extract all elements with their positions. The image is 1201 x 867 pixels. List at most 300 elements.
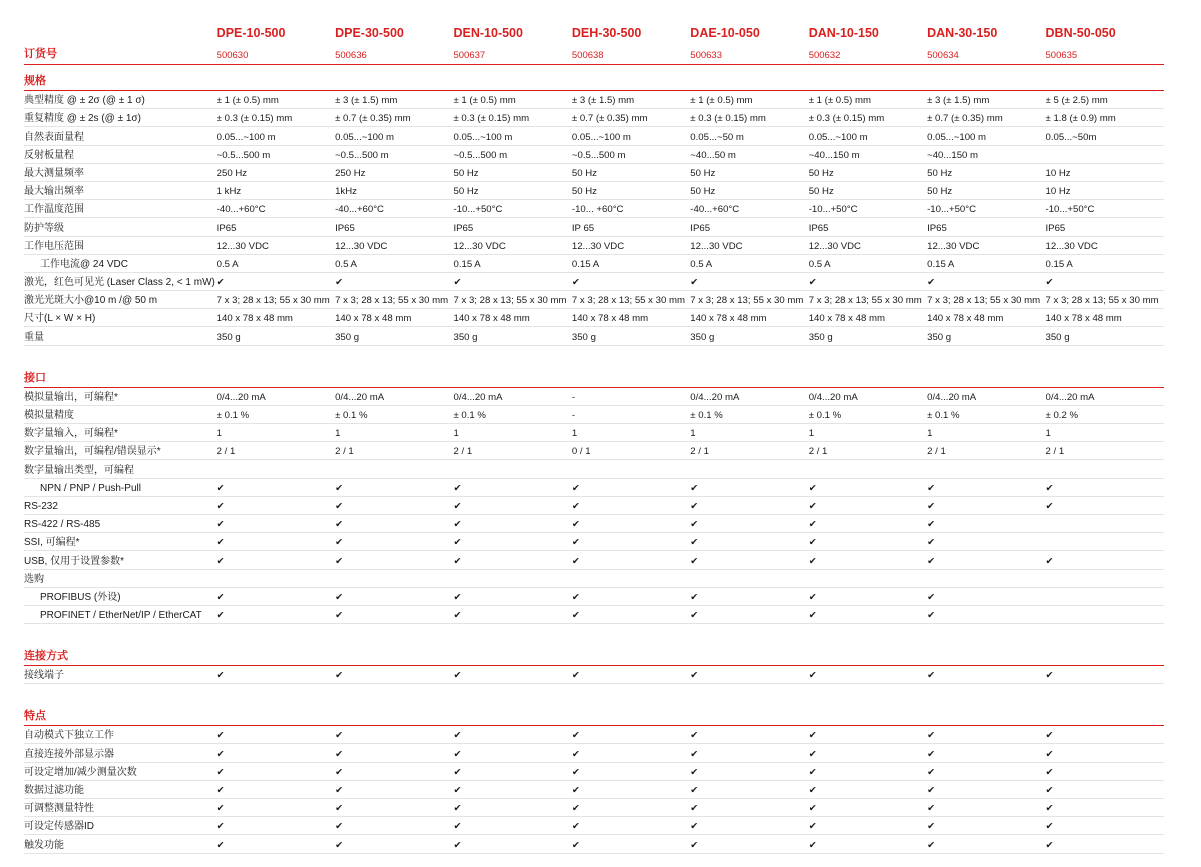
row-value: ± 1.8 (± 0.9) mm xyxy=(1046,109,1164,127)
row-value: 1 xyxy=(690,424,808,442)
check-mark-cell: ✔ xyxy=(1046,835,1164,853)
row-value: 7 x 3; 28 x 13; 55 x 30 mm xyxy=(1046,291,1164,309)
check-mark-cell: ✔ xyxy=(572,272,690,290)
table-row xyxy=(24,91,1164,109)
check-mark-cell: ✔ xyxy=(572,780,690,798)
column-header-model: DAE-10-050 xyxy=(690,26,760,40)
row-label: 自然表面量程 xyxy=(24,127,217,145)
row-value xyxy=(809,460,927,478)
section-spacer-cell xyxy=(927,65,1045,91)
row-value: ~0.5...500 m xyxy=(453,145,571,163)
check-mark-cell: ✔ xyxy=(453,799,571,817)
check-mark-cell: ✔ xyxy=(335,478,453,496)
check-mark-cell: ✔ xyxy=(690,605,808,623)
table-row xyxy=(24,127,1164,145)
row-value: 140 x 78 x 48 mm xyxy=(690,309,808,327)
check-mark-cell: ✔ xyxy=(453,780,571,798)
order-number-value: 500637 xyxy=(453,44,571,65)
check-mark-cell: ✔ xyxy=(217,799,335,817)
check-mark-cell: ✔ xyxy=(809,744,927,762)
check-mark-cell: ✔ xyxy=(572,551,690,569)
row-value: 1kHz xyxy=(335,181,453,199)
row-value: IP65 xyxy=(335,218,453,236)
row-value: ± 0.2 % xyxy=(1046,405,1164,423)
check-mark-cell: ✔ xyxy=(572,726,690,744)
order-number-label: 订货号 xyxy=(24,44,217,65)
row-label: 激光光斑大小@10 m /@ 50 m xyxy=(24,291,217,309)
check-mark-cell: ✔ xyxy=(690,726,808,744)
table-row xyxy=(24,460,1164,478)
row-value: - xyxy=(572,405,690,423)
check-mark-cell: ✔ xyxy=(690,496,808,514)
row-value xyxy=(1046,569,1164,587)
row-value: -10...+50°C xyxy=(1046,200,1164,218)
row-value: -10... +60°C xyxy=(572,200,690,218)
check-mark-cell: ✔ xyxy=(809,496,927,514)
table-row xyxy=(24,309,1164,327)
row-value: 50 Hz xyxy=(809,181,927,199)
check-mark-cell: ✔ xyxy=(927,496,1045,514)
column-header-model: DAN-10-150 xyxy=(808,26,879,40)
column-header-model: DPE-30-500 xyxy=(335,26,404,40)
row-label: PROFINET / EtherNet/IP / EtherCAT xyxy=(24,605,217,623)
column-header-model: DAN-30-150 xyxy=(927,26,998,40)
section-spacer-cell xyxy=(217,684,335,726)
row-value xyxy=(1046,587,1164,605)
check-mark-cell: ✔ xyxy=(927,533,1045,551)
order-number-value: 500630 xyxy=(217,44,335,65)
row-label: RS-232 xyxy=(24,496,217,514)
row-value xyxy=(572,460,690,478)
row-value: -40...+60°C xyxy=(217,200,335,218)
check-mark-cell: ✔ xyxy=(927,780,1045,798)
check-mark-cell: ✔ xyxy=(217,514,335,532)
check-mark-cell: ✔ xyxy=(690,533,808,551)
check-mark-cell: ✔ xyxy=(453,272,571,290)
row-value xyxy=(809,569,927,587)
row-label: SSI, 可编程* xyxy=(24,533,217,551)
row-value: ± 0.1 % xyxy=(217,405,335,423)
row-value: 350 g xyxy=(335,327,453,345)
check-mark-cell: ✔ xyxy=(1046,817,1164,835)
check-mark-cell: ✔ xyxy=(217,744,335,762)
check-mark-cell: ✔ xyxy=(453,762,571,780)
check-mark-cell: ✔ xyxy=(1046,272,1164,290)
table-row xyxy=(24,496,1164,514)
section-spacer-cell xyxy=(690,624,808,666)
table-body xyxy=(24,18,1164,853)
check-mark-cell: ✔ xyxy=(1046,762,1164,780)
check-mark-cell: ✔ xyxy=(453,744,571,762)
row-label: 可设定传感器ID xyxy=(24,817,217,835)
section-spacer-cell xyxy=(572,684,690,726)
check-mark-cell: ✔ xyxy=(809,835,927,853)
table-row xyxy=(24,236,1164,254)
table-row xyxy=(24,799,1164,817)
row-label: 自动模式下独立工作 xyxy=(24,726,217,744)
row-value: ± 0.1 % xyxy=(927,405,1045,423)
row-value: 2 / 1 xyxy=(1046,442,1164,460)
order-number-row xyxy=(24,44,1164,65)
table-row xyxy=(24,587,1164,605)
check-mark-cell: ✔ xyxy=(809,551,927,569)
check-mark-cell: ✔ xyxy=(335,817,453,835)
row-value: 12...30 VDC xyxy=(335,236,453,254)
check-mark-cell: ✔ xyxy=(335,272,453,290)
row-value: 0.05...~50 m xyxy=(690,127,808,145)
row-value: 0.5 A xyxy=(809,254,927,272)
check-mark-cell: ✔ xyxy=(572,496,690,514)
table-row xyxy=(24,514,1164,532)
row-value: 12...30 VDC xyxy=(809,236,927,254)
section-spacer-cell xyxy=(217,624,335,666)
row-value xyxy=(1046,145,1164,163)
order-number-value: 500638 xyxy=(572,44,690,65)
section-spacer-cell xyxy=(217,345,335,387)
section-spacer-cell xyxy=(572,65,690,91)
row-value: IP65 xyxy=(453,218,571,236)
row-value: 350 g xyxy=(572,327,690,345)
table-row xyxy=(24,533,1164,551)
table-row xyxy=(24,780,1164,798)
row-value: ± 0.1 % xyxy=(690,405,808,423)
check-mark-cell: ✔ xyxy=(572,799,690,817)
table-row xyxy=(24,387,1164,405)
row-value: 0/4...20 mA xyxy=(217,387,335,405)
row-value: ~0.5...500 m xyxy=(217,145,335,163)
table-row xyxy=(24,835,1164,853)
check-mark-cell: ✔ xyxy=(927,478,1045,496)
table-row xyxy=(24,442,1164,460)
table-row xyxy=(24,145,1164,163)
check-mark-cell: ✔ xyxy=(572,762,690,780)
section-spacer-cell xyxy=(927,624,1045,666)
row-value: 0.15 A xyxy=(453,254,571,272)
check-mark-cell: ✔ xyxy=(1046,799,1164,817)
row-value xyxy=(453,569,571,587)
check-mark-cell: ✔ xyxy=(453,587,571,605)
table-row xyxy=(24,405,1164,423)
row-value: 50 Hz xyxy=(809,163,927,181)
row-value: ± 5 (± 2.5) mm xyxy=(1046,91,1164,109)
check-mark-cell: ✔ xyxy=(453,496,571,514)
order-number-value: 500634 xyxy=(927,44,1045,65)
section-title: 接口 xyxy=(24,345,217,387)
column-header-model: DPE-10-500 xyxy=(216,26,286,40)
row-value: 50 Hz xyxy=(927,163,1045,181)
row-value: 2 / 1 xyxy=(453,442,571,460)
check-mark-cell: ✔ xyxy=(809,478,927,496)
row-value xyxy=(1046,533,1164,551)
check-mark-cell: ✔ xyxy=(690,272,808,290)
row-value: 2 / 1 xyxy=(809,442,927,460)
check-mark-cell: ✔ xyxy=(809,780,927,798)
row-value: 0.5 A xyxy=(690,254,808,272)
order-number-value: 500633 xyxy=(690,44,808,65)
row-label: 工作温度范围 xyxy=(24,200,217,218)
check-mark-cell: ✔ xyxy=(572,744,690,762)
check-mark-cell: ✔ xyxy=(809,533,927,551)
check-mark-cell: ✔ xyxy=(572,478,690,496)
row-value: 10 Hz xyxy=(1046,181,1164,199)
check-mark-cell: ✔ xyxy=(453,551,571,569)
section-spacer-cell xyxy=(335,345,453,387)
section-header-row xyxy=(24,684,1164,726)
table-row xyxy=(24,744,1164,762)
check-mark-cell: ✔ xyxy=(690,478,808,496)
row-value xyxy=(690,569,808,587)
check-mark-cell: ✔ xyxy=(1046,496,1164,514)
row-value: 140 x 78 x 48 mm xyxy=(572,309,690,327)
row-label: 模拟量输出，可编程* xyxy=(24,387,217,405)
row-value: 1 xyxy=(453,424,571,442)
row-value xyxy=(217,569,335,587)
row-value: ± 0.1 % xyxy=(453,405,571,423)
row-value: ± 3 (± 1.5) mm xyxy=(335,91,453,109)
table-row xyxy=(24,327,1164,345)
check-mark-cell: ✔ xyxy=(217,496,335,514)
row-value: 50 Hz xyxy=(453,181,571,199)
section-header-row xyxy=(24,624,1164,666)
check-mark-cell: ✔ xyxy=(809,726,927,744)
row-value: 12...30 VDC xyxy=(927,236,1045,254)
row-value: ± 0.3 (± 0.15) mm xyxy=(690,109,808,127)
row-label: NPN / PNP / Push-Pull xyxy=(24,478,217,496)
table-row xyxy=(24,569,1164,587)
row-value: 0/4...20 mA xyxy=(1046,387,1164,405)
check-mark-cell: ✔ xyxy=(690,799,808,817)
row-value xyxy=(335,460,453,478)
check-mark-cell: ✔ xyxy=(927,762,1045,780)
check-mark-cell: ✔ xyxy=(217,817,335,835)
check-mark-cell: ✔ xyxy=(1046,726,1164,744)
row-value: 50 Hz xyxy=(927,181,1045,199)
row-value xyxy=(1046,460,1164,478)
check-mark-cell: ✔ xyxy=(572,587,690,605)
row-value: 350 g xyxy=(927,327,1045,345)
section-spacer-cell xyxy=(1046,65,1164,91)
row-label: 直接连接外部显示器 xyxy=(24,744,217,762)
check-mark-cell: ✔ xyxy=(1046,478,1164,496)
row-value: ± 3 (± 1.5) mm xyxy=(572,91,690,109)
check-mark-cell: ✔ xyxy=(335,762,453,780)
check-mark-cell: ✔ xyxy=(335,587,453,605)
row-label: 典型精度 @ ± 2σ (@ ± 1 σ) xyxy=(24,91,217,109)
row-label: 数据过滤功能 xyxy=(24,780,217,798)
row-value: 12...30 VDC xyxy=(572,236,690,254)
check-mark-cell: ✔ xyxy=(335,533,453,551)
row-value: 1 kHz xyxy=(217,181,335,199)
row-value: ± 0.1 % xyxy=(809,405,927,423)
row-value: ± 0.3 (± 0.15) mm xyxy=(453,109,571,127)
section-spacer-cell xyxy=(809,65,927,91)
check-mark-cell: ✔ xyxy=(927,744,1045,762)
row-value: 0.15 A xyxy=(572,254,690,272)
row-label: 尺寸(L × W × H) xyxy=(24,309,217,327)
check-mark-cell: ✔ xyxy=(335,666,453,684)
check-mark-cell: ✔ xyxy=(217,605,335,623)
row-value: 0/4...20 mA xyxy=(690,387,808,405)
check-mark-cell: ✔ xyxy=(690,514,808,532)
row-value: IP 65 xyxy=(572,218,690,236)
row-value: 7 x 3; 28 x 13; 55 x 30 mm xyxy=(453,291,571,309)
row-value: 1 xyxy=(335,424,453,442)
specification-table xyxy=(24,18,1164,854)
row-value: 50 Hz xyxy=(572,181,690,199)
check-mark-cell: ✔ xyxy=(690,744,808,762)
check-mark-cell: ✔ xyxy=(690,666,808,684)
check-mark-cell: ✔ xyxy=(217,666,335,684)
row-value: -10...+50°C xyxy=(927,200,1045,218)
row-value: ± 1 (± 0.5) mm xyxy=(453,91,571,109)
check-mark-cell: ✔ xyxy=(572,835,690,853)
row-value: ~40...150 m xyxy=(927,145,1045,163)
section-spacer-cell xyxy=(1046,684,1164,726)
check-mark-cell: ✔ xyxy=(217,551,335,569)
row-value: 0.15 A xyxy=(927,254,1045,272)
row-value: 12...30 VDC xyxy=(217,236,335,254)
row-value: 0/4...20 mA xyxy=(809,387,927,405)
row-label: RS-422 / RS-485 xyxy=(24,514,217,532)
table-row xyxy=(24,163,1164,181)
row-value: ± 3 (± 1.5) mm xyxy=(927,91,1045,109)
row-value xyxy=(572,569,690,587)
section-spacer-cell xyxy=(572,345,690,387)
row-value: 0.15 A xyxy=(1046,254,1164,272)
check-mark-cell: ✔ xyxy=(572,817,690,835)
row-value: 1 xyxy=(1046,424,1164,442)
row-value: ~40...50 m xyxy=(690,145,808,163)
check-mark-cell: ✔ xyxy=(927,817,1045,835)
check-mark-cell: ✔ xyxy=(690,762,808,780)
row-value: 0.05...~100 m xyxy=(335,127,453,145)
section-title: 连接方式 xyxy=(24,624,217,666)
row-value: 0.5 A xyxy=(217,254,335,272)
check-mark-cell: ✔ xyxy=(1046,744,1164,762)
row-value xyxy=(927,460,1045,478)
row-value: 140 x 78 x 48 mm xyxy=(809,309,927,327)
row-value: 250 Hz xyxy=(217,163,335,181)
row-value: 10 Hz xyxy=(1046,163,1164,181)
row-value: 0/4...20 mA xyxy=(927,387,1045,405)
check-mark-cell: ✔ xyxy=(335,799,453,817)
row-value: ± 0.7 (± 0.35) mm xyxy=(927,109,1045,127)
row-value: 1 xyxy=(809,424,927,442)
row-label: 重量 xyxy=(24,327,217,345)
row-value: 7 x 3; 28 x 13; 55 x 30 mm xyxy=(927,291,1045,309)
row-label: 可调整测量特性 xyxy=(24,799,217,817)
row-value: IP65 xyxy=(927,218,1045,236)
section-spacer-cell xyxy=(690,684,808,726)
section-spacer-cell xyxy=(809,684,927,726)
check-mark-cell: ✔ xyxy=(690,817,808,835)
check-mark-cell: ✔ xyxy=(217,726,335,744)
table-row xyxy=(24,666,1164,684)
section-spacer-cell xyxy=(335,624,453,666)
check-mark-cell: ✔ xyxy=(453,817,571,835)
section-spacer-cell xyxy=(690,345,808,387)
row-value: 140 x 78 x 48 mm xyxy=(453,309,571,327)
check-mark-cell: ✔ xyxy=(1046,666,1164,684)
table-row xyxy=(24,218,1164,236)
check-mark-cell: ✔ xyxy=(927,666,1045,684)
order-number-value: 500635 xyxy=(1046,44,1164,65)
check-mark-cell: ✔ xyxy=(453,666,571,684)
row-label: 防护等级 xyxy=(24,218,217,236)
check-mark-cell: ✔ xyxy=(453,726,571,744)
row-value: IP65 xyxy=(690,218,808,236)
row-label: 激光，红色可见光 (Laser Class 2, < 1 mW) xyxy=(24,272,217,290)
table-row xyxy=(24,272,1164,290)
row-label: 接线端子 xyxy=(24,666,217,684)
check-mark-cell: ✔ xyxy=(927,272,1045,290)
row-label: 数字量输出，可编程/错误显示* xyxy=(24,442,217,460)
check-mark-cell: ✔ xyxy=(217,780,335,798)
row-value: 350 g xyxy=(453,327,571,345)
row-value: 50 Hz xyxy=(690,163,808,181)
check-mark-cell: ✔ xyxy=(927,605,1045,623)
row-label: PROFIBUS (外设) xyxy=(24,587,217,605)
check-mark-cell: ✔ xyxy=(453,835,571,853)
row-value: ± 0.7 (± 0.35) mm xyxy=(335,109,453,127)
check-mark-cell: ✔ xyxy=(927,799,1045,817)
section-spacer-cell xyxy=(1046,345,1164,387)
check-mark-cell: ✔ xyxy=(335,835,453,853)
row-value: 140 x 78 x 48 mm xyxy=(217,309,335,327)
row-label: 反射板量程 xyxy=(24,145,217,163)
row-value: IP65 xyxy=(809,218,927,236)
row-value: ± 0.7 (± 0.35) mm xyxy=(572,109,690,127)
row-value: 50 Hz xyxy=(453,163,571,181)
row-value: 7 x 3; 28 x 13; 55 x 30 mm xyxy=(690,291,808,309)
header-corner-cell xyxy=(24,18,217,44)
row-value: 350 g xyxy=(1046,327,1164,345)
row-value: 7 x 3; 28 x 13; 55 x 30 mm xyxy=(335,291,453,309)
row-value: -40...+60°C xyxy=(690,200,808,218)
check-mark-cell: ✔ xyxy=(690,835,808,853)
row-value xyxy=(1046,514,1164,532)
check-mark-cell: ✔ xyxy=(335,726,453,744)
row-label: 最大测量频率 xyxy=(24,163,217,181)
table-row xyxy=(24,551,1164,569)
row-value: IP65 xyxy=(217,218,335,236)
row-value: 1 xyxy=(572,424,690,442)
row-value: 2 / 1 xyxy=(927,442,1045,460)
row-value: IP65 xyxy=(1046,218,1164,236)
row-label: 数字量输入，可编程* xyxy=(24,424,217,442)
check-mark-cell: ✔ xyxy=(809,762,927,780)
row-value: 0.5 A xyxy=(335,254,453,272)
section-spacer-cell xyxy=(217,65,335,91)
check-mark-cell: ✔ xyxy=(335,744,453,762)
check-mark-cell: ✔ xyxy=(690,587,808,605)
section-title: 规格 xyxy=(24,65,217,91)
row-label: 重复精度 @ ± 2s (@ ± 1σ) xyxy=(24,109,217,127)
row-value: 7 x 3; 28 x 13; 55 x 30 mm xyxy=(809,291,927,309)
check-mark-cell: ✔ xyxy=(809,605,927,623)
row-value: 12...30 VDC xyxy=(690,236,808,254)
table-row xyxy=(24,181,1164,199)
check-mark-cell: ✔ xyxy=(217,533,335,551)
check-mark-cell: ✔ xyxy=(927,835,1045,853)
row-value: 0.05...~100 m xyxy=(809,127,927,145)
row-value: 140 x 78 x 48 mm xyxy=(927,309,1045,327)
row-label: 选购 xyxy=(24,569,217,587)
check-mark-cell: ✔ xyxy=(927,587,1045,605)
section-spacer-cell xyxy=(572,624,690,666)
check-mark-cell: ✔ xyxy=(335,496,453,514)
check-mark-cell: ✔ xyxy=(453,478,571,496)
